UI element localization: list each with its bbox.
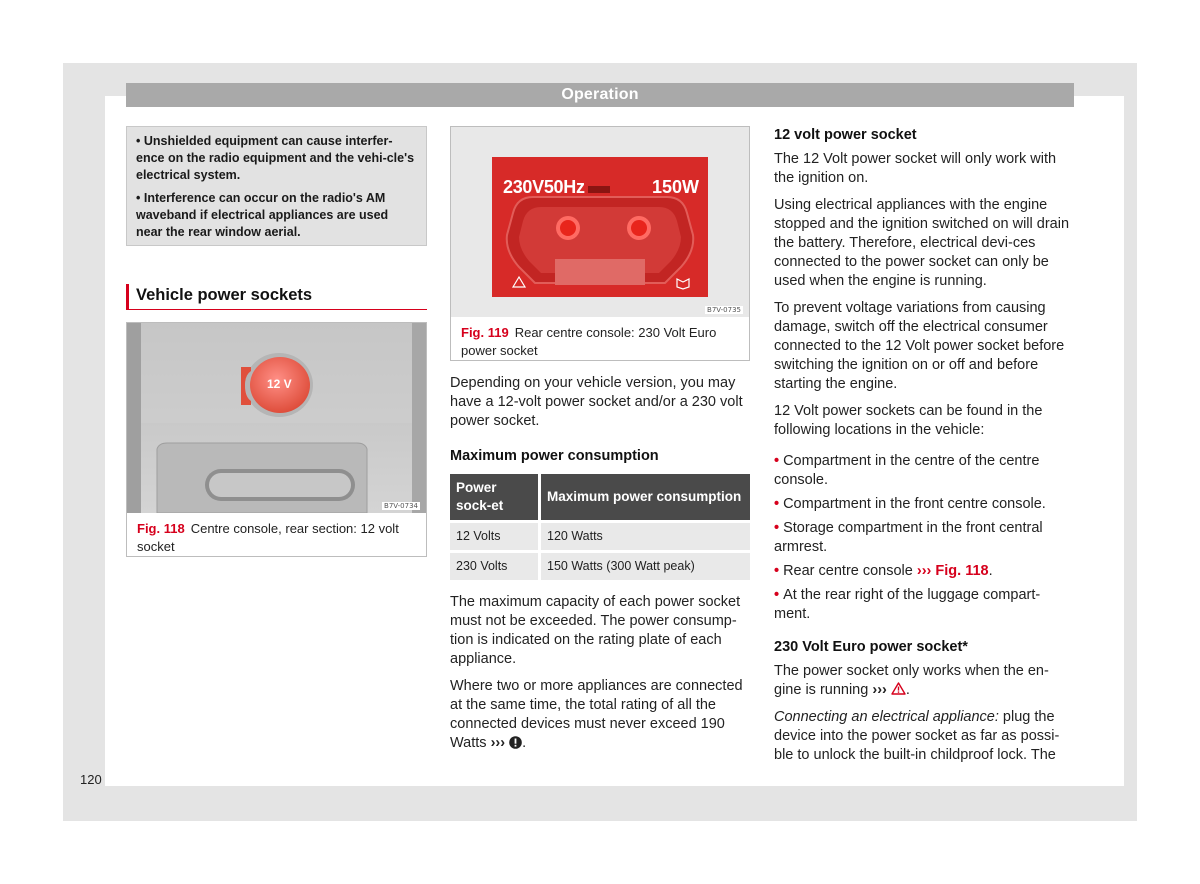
list-item (774, 586, 1074, 624)
cross-ref-arrow[interactable]: ››› (872, 682, 887, 698)
table-header-cell: Power sock-et (450, 474, 541, 520)
table-header-cell: Maximum power consumption (541, 474, 750, 520)
paragraph: Using electrical appliances with the engine stopped and the ignition switched on will drain the battery. Therefore, electrical devi-ces connected to the power socket can only be used when the engine is running. (774, 197, 1070, 289)
italic-lead: Connecting an electrical appliance: (774, 709, 999, 725)
bullet-dot: • (774, 520, 780, 536)
list-item-text: Storage compartment in the front central armrest. (774, 520, 1043, 555)
cross-ref-arrow[interactable]: ››› (490, 735, 506, 751)
period: . (905, 682, 910, 698)
warning-icon (891, 682, 906, 695)
bullet-dot: • (774, 563, 780, 579)
column-right (774, 126, 1074, 773)
column-middle (450, 374, 750, 761)
intro-paragraph: Depending on your vehicle version, you may have a 12-volt power socket and/or a 230 volt power socket. (450, 375, 743, 429)
euro-socket-illustration (451, 127, 749, 317)
rating-text: Where two or more appliances are connected at the same time, the total rating of all the connected devices must never exceed 190 Watts (450, 678, 743, 751)
figure-119 (450, 126, 750, 361)
list-item (774, 452, 1074, 490)
table-row (450, 553, 750, 580)
image-code: B7V-0735 (707, 306, 741, 314)
plate-wattage: 150W (652, 177, 700, 197)
page-number: 120 (80, 772, 102, 787)
paragraph (774, 708, 1074, 765)
figure-number: Fig. 119 (461, 325, 509, 340)
power-consumption-table (450, 471, 750, 583)
plate-voltage: 230V50Hz (503, 177, 585, 197)
console-lid-illustration (127, 433, 426, 513)
paragraph: 12 Volt power sockets can be found in the following locations in the vehicle: (774, 403, 1043, 438)
table-header-row (450, 474, 750, 520)
figure-number: Fig. 118 (137, 521, 185, 536)
section-title: Vehicle power sockets (126, 284, 427, 310)
figure-118 (126, 322, 427, 557)
page-header-title: Operation (126, 83, 1074, 107)
list-item (774, 519, 1074, 557)
list-item-text: At the rear right of the luggage compart-ment. (774, 587, 1041, 622)
list-item-text: Rear centre console (783, 563, 913, 579)
note-box (126, 126, 427, 246)
socket-label: 12 V (267, 377, 292, 391)
bullet-dot: • (774, 587, 780, 603)
table-cell: 230 Volts (450, 553, 541, 580)
bullet-dot: • (774, 496, 780, 512)
paragraph-text: The power socket only works when the en-gine is running (774, 663, 1049, 698)
table-row (450, 523, 750, 550)
table-cell: 12 Volts (450, 523, 541, 550)
heading-230v: 230 Volt Euro power socket* (774, 639, 968, 655)
capacity-paragraph: The maximum capacity of each power socket must not be exceeded. The power consump-tion is indicated on the rating plate of each appliance. (450, 594, 741, 667)
figure-118-caption (127, 514, 426, 562)
heading-12v: 12 volt power socket (774, 127, 917, 143)
figure-119-caption (451, 318, 749, 366)
period: . (988, 563, 993, 579)
image-code: B7V-0734 (384, 502, 418, 510)
list-item-text: Compartment in the centre of the centre console. (774, 453, 1040, 488)
figure-119-image (451, 127, 749, 317)
figure-118-image (127, 323, 426, 513)
table-cell: 120 Watts (541, 523, 750, 550)
caution-icon (509, 736, 522, 749)
caption-text: Centre console, rear section: 12 volt socket (137, 521, 399, 554)
list-item (774, 495, 1074, 514)
table-cell: 150 Watts (300 Watt peak) (541, 553, 750, 580)
paragraph-text: plug the device into the power socket as far as possi-ble to unlock the built-in childproof lock. The (774, 709, 1060, 763)
list-item (774, 562, 1074, 581)
note-item: • Unshielded equipment can cause interfer-ence on the radio equipment and the vehi-cle's electrical system. (136, 134, 415, 182)
caption-text: Rear centre console: 230 Volt Euro power socket (461, 325, 717, 358)
period: . (522, 735, 527, 751)
figure-link[interactable]: ››› Fig. 118 (916, 563, 989, 579)
bullet-dot: • (774, 453, 780, 469)
paragraph: To prevent voltage variations from causing damage, switch off the electrical consumer connected to the 12 Volt power socket before switching the ignition on or off and before starting the engine. (774, 300, 1065, 392)
paragraph: The 12 Volt power socket will only work with the ignition on. (774, 151, 1057, 186)
rating-paragraph (450, 677, 750, 753)
list-item-text: Compartment in the front centre console. (783, 496, 1046, 512)
table-title: Maximum power consumption (450, 448, 659, 464)
note-item: • Interference can occur on the radio's AM waveband if electrical appliances are used near the rear window aerial. (136, 191, 389, 239)
paragraph (774, 662, 1074, 700)
